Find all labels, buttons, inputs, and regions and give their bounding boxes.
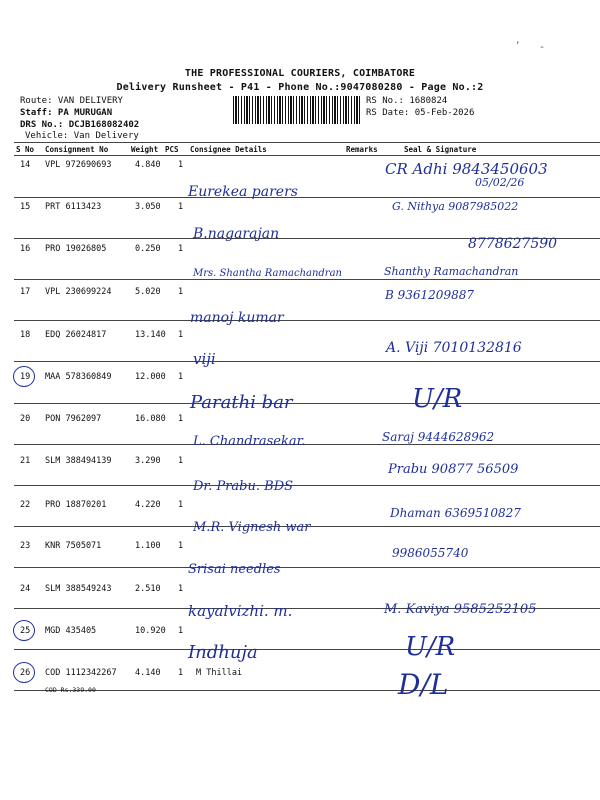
col-consignee: Consignee Details [190,145,267,154]
row-18-weight: 13.140 [135,330,166,340]
row-rule [14,403,600,404]
row-rule [14,279,600,280]
row-23-weight: 1.100 [135,541,161,551]
row-rule [14,361,600,362]
row-20-sno: 20 [20,414,31,424]
handwritten-signature: M. Kaviya 9585252105 [384,602,537,617]
row-15-sno: 15 [20,202,31,212]
row-26-pcs: 1 [178,668,184,678]
circle-mark-19 [13,366,35,387]
row-rule [14,485,600,486]
drs-number: DRS No.: DCJB168082402 [20,120,140,130]
col-consignment: Consignment No [45,145,109,154]
handwritten-signature: U/R [412,384,463,414]
row-rule [14,690,600,691]
handwritten-name: kayalvizhi. m. [188,602,293,620]
row-23-consignment: KNR 7505071 [45,541,102,551]
handwritten-signature: Shanthy Ramachandran [384,265,519,278]
row-20-weight: 16.080 [135,414,166,424]
handwritten-name: Dr. Prabu. BDS [193,479,294,494]
rs-date: RS Date: 05-Feb-2026 [366,108,475,118]
col-sno: S No [16,145,35,154]
handwritten-name: Srisai needles [188,562,281,577]
col-pcs: PCS [165,145,179,154]
handwritten-name: Mrs. Shantha Ramachandran [193,268,342,279]
row-19-sno: 19 [20,372,31,382]
circle-mark-25 [13,620,35,641]
row-23-pcs: 1 [178,541,184,551]
col-seal-signature: Seal & Signature [404,145,477,154]
row-15-consignment: PRT 6113423 [45,202,102,212]
row-24-sno: 24 [20,584,31,594]
row-19-weight: 12.000 [135,372,166,382]
row-25-consignment: MGD 435405 [45,626,97,636]
row-16-sno: 16 [20,244,31,254]
row-24-consignment: SLM 388549243 [45,584,112,594]
row-26-consignee: M Thillai [196,668,243,678]
row-rule [14,197,600,198]
header-top-rule [14,142,600,143]
header-bottom-rule [14,155,600,156]
col-remarks: Remarks [346,145,378,154]
row-17-sno: 17 [20,287,31,297]
row-25-pcs: 1 [178,626,184,636]
row-14-consignment: VPL 972690693 [45,160,112,170]
row-18-consignment: EDQ 26024817 [45,330,107,340]
row-25-sno: 25 [20,626,31,636]
row-14-sno: 14 [20,160,31,170]
handwritten-name: Parathi bar [190,392,293,413]
row-20-pcs: 1 [178,414,184,424]
row-17-weight: 5.020 [135,287,161,297]
route-label: Route: VAN DELIVERY [20,96,123,106]
handwritten-name: Indhuja [188,642,258,663]
row-26-weight: 4.140 [135,668,161,678]
corner-mark: - [540,40,544,53]
company-title: THE PROFESSIONAL COURIERS, COIMBATORE [184,68,416,79]
row-rule [14,567,600,568]
row-15-weight: 3.050 [135,202,161,212]
row-19-pcs: 1 [178,372,184,382]
handwritten-signature: 8778627590 [468,236,558,252]
row-25-weight: 10.920 [135,626,166,636]
vehicle-label: Vehicle: Van Delivery [25,131,139,141]
handwritten-signature: D/L [398,668,449,701]
handwritten-signature: CR Adhi 9843450603 [385,160,548,178]
handwritten-name: B.nagarajan [193,226,280,242]
handwritten-signature: Dhaman 6369510827 [390,506,521,520]
row-22-sno: 22 [20,500,31,510]
row-26-sno: 26 [20,668,31,678]
row-17-pcs: 1 [178,287,184,297]
row-26-consignment: COD 1112342267 [45,668,117,678]
barcode [233,96,361,124]
row-16-weight: 0.250 [135,244,161,254]
row-rule [14,649,600,650]
col-weight: Weight [131,145,159,154]
row-14-weight: 4.840 [135,160,161,170]
rs-number: RS No.: 1680824 [366,96,448,106]
row-17-consignment: VPL 230699224 [45,287,112,297]
row-21-sno: 21 [20,456,31,466]
circle-mark-26 [13,662,35,683]
row-15-pcs: 1 [178,202,184,212]
handwritten-signature: A. Viji 7010132816 [386,340,522,356]
row-rule [14,444,600,445]
handwritten-signature: Prabu 90877 56509 [388,462,519,477]
row-21-pcs: 1 [178,456,184,466]
handwritten-signature: B 9361209887 [385,288,474,302]
row-18-sno: 18 [20,330,31,340]
handwritten-signature: 9986055740 [392,546,469,560]
row-21-weight: 3.290 [135,456,161,466]
handwritten-signature: U/R [405,632,456,662]
staff-label: Staff: PA MURUGAN [20,108,113,118]
handwritten-name: M.R. Vignesh war [193,520,311,535]
row-16-consignment: PRO 19026805 [45,244,107,254]
handwritten-name: L. Chandrasekar. [193,434,306,449]
row-19-consignment: MAA 578360849 [45,372,112,382]
row-rule [14,320,600,321]
row-14-pcs: 1 [178,160,184,170]
row-24-weight: 2.510 [135,584,161,594]
row-20-consignment: PON 7962097 [45,414,102,424]
row-22-weight: 4.220 [135,500,161,510]
handwritten-signature: 05/02/26 [475,176,525,189]
handwritten-name: viji [193,350,216,368]
row-22-consignment: PRO 18870201 [45,500,107,510]
handwritten-name: Eurekea parers [188,184,298,200]
handwritten-signature: G. Nithya 9087985022 [392,200,519,213]
row-22-pcs: 1 [178,500,184,510]
runsheet-title: Delivery Runsheet - P41 - Phone No.:9047080280 - Page No.:2 [116,82,484,93]
cod-note: COD Rs.339.00 [45,686,96,694]
row-24-pcs: 1 [178,584,184,594]
row-16-pcs: 1 [178,244,184,254]
row-23-sno: 23 [20,541,31,551]
row-18-pcs: 1 [178,330,184,340]
handwritten-name: manoj kumar [190,310,284,326]
corner-mark: , [516,33,520,46]
handwritten-signature: Saraj 9444628962 [382,430,495,444]
row-21-consignment: SLM 388494139 [45,456,112,466]
